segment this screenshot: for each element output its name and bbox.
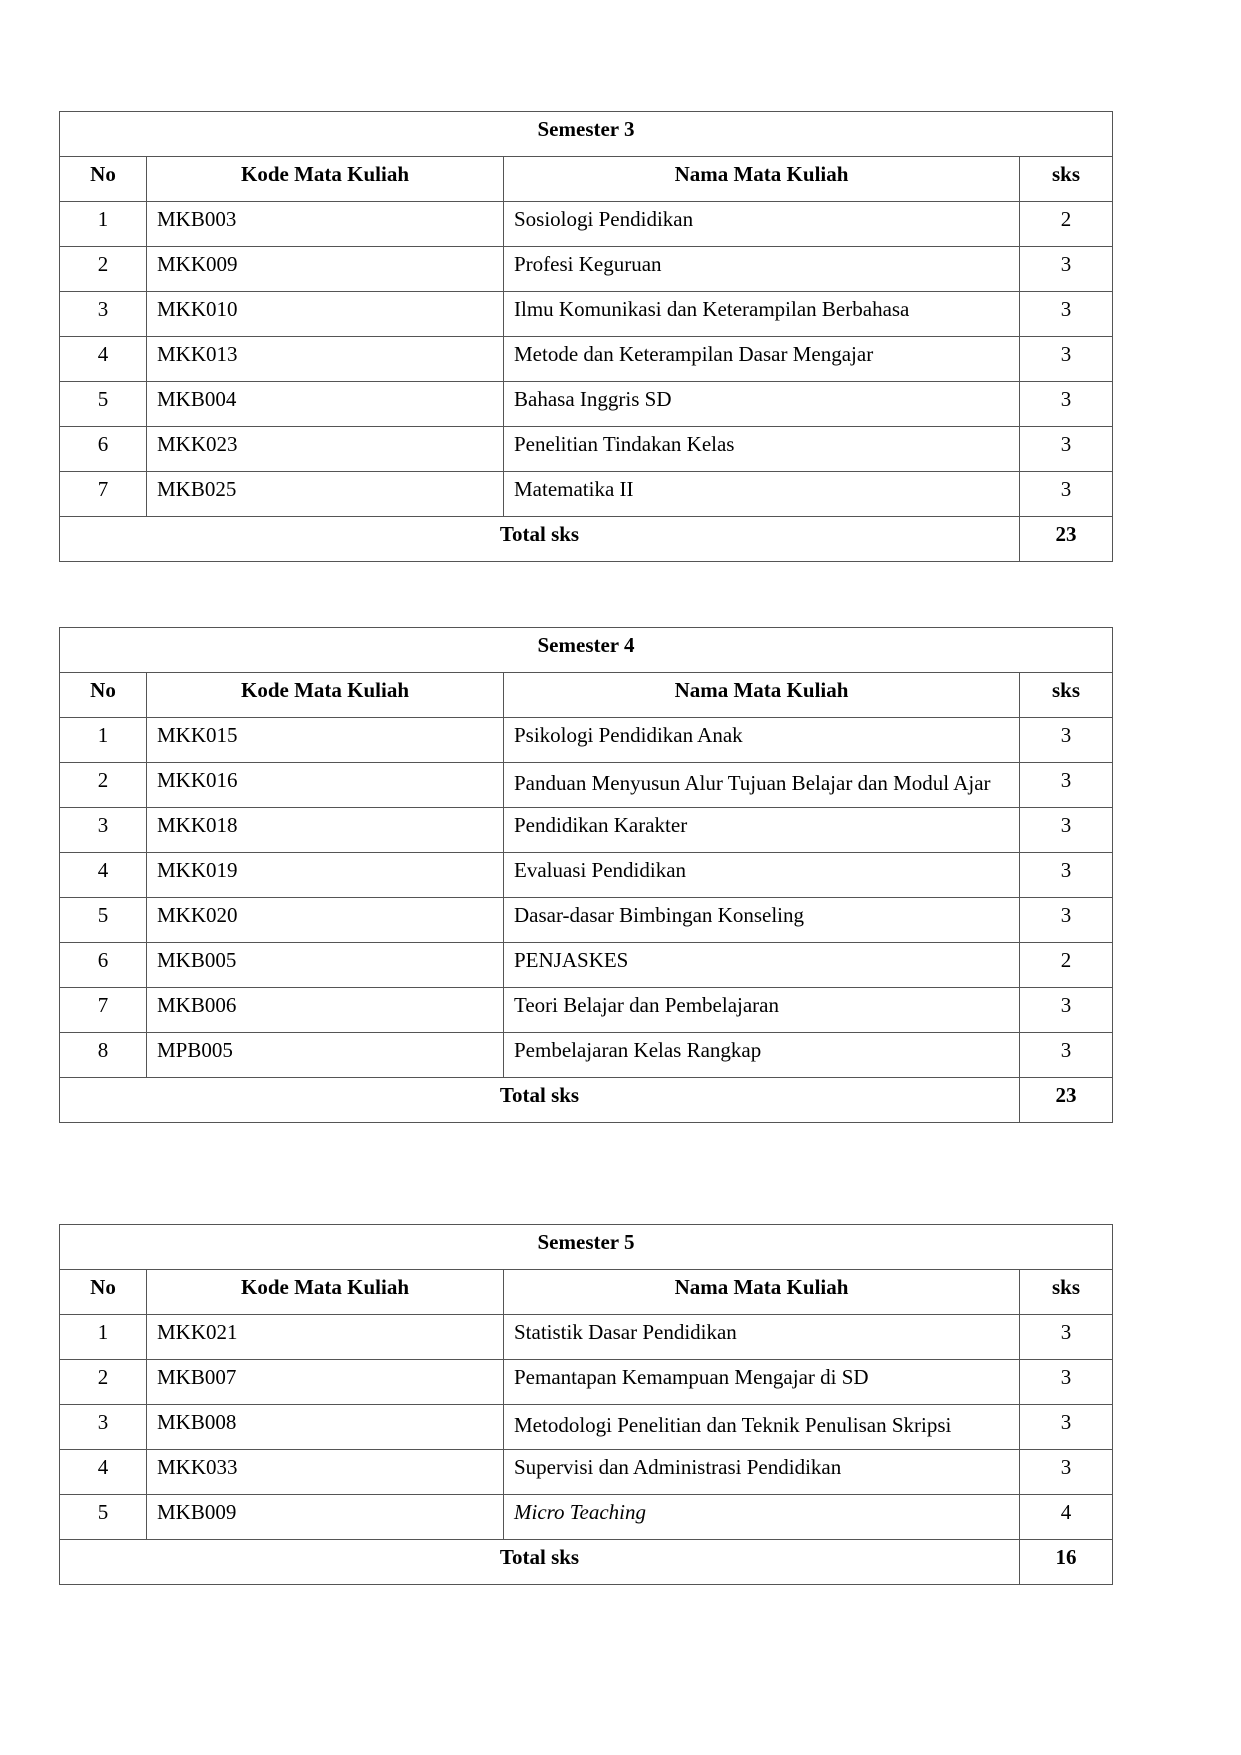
header-no: No [60,1270,147,1315]
row-no: 5 [60,1495,147,1540]
row-name: Sosiologi Pendidikan [504,202,1020,247]
row-no: 6 [60,427,147,472]
row-sks: 3 [1020,988,1113,1033]
table-row [60,808,1113,853]
row-sks: 3 [1020,337,1113,382]
total-value: 16 [1020,1540,1113,1585]
header-no: No [60,157,147,202]
semester-title-row [60,1225,1113,1270]
row-name: PENJASKES [504,943,1020,988]
total-label: Total sks [60,517,1020,562]
total-row [60,517,1113,562]
row-no: 7 [60,472,147,517]
row-name: Panduan Menyusun Alur Tujuan Belajar dan Modul Ajar [504,763,1020,808]
row-name: Metodologi Penelitian dan Teknik Penulisan Skripsi [504,1405,1020,1450]
row-sks: 3 [1020,718,1113,763]
row-code: MKK009 [147,247,504,292]
row-sks: 3 [1020,1360,1113,1405]
table-row [60,988,1113,1033]
row-code: MKK021 [147,1315,504,1360]
semester-3-table [59,111,1113,562]
row-code: MKB006 [147,988,504,1033]
table-row [60,898,1113,943]
row-code: MKB009 [147,1495,504,1540]
table-row [60,427,1113,472]
row-sks: 3 [1020,1315,1113,1360]
semester-title: Semester 3 [60,112,1113,157]
row-no: 4 [60,337,147,382]
row-name: Bahasa Inggris SD [504,382,1020,427]
row-no: 1 [60,1315,147,1360]
row-code: MKB004 [147,382,504,427]
row-name: Metode dan Keterampilan Dasar Mengajar [504,337,1020,382]
header-sks: sks [1020,673,1113,718]
row-name: Dasar-dasar Bimbingan Konseling [504,898,1020,943]
header-code: Kode Mata Kuliah [147,157,504,202]
row-no: 7 [60,988,147,1033]
row-code: MKK018 [147,808,504,853]
row-sks: 3 [1020,292,1113,337]
header-sks: sks [1020,1270,1113,1315]
table-row [60,382,1113,427]
semester-title: Semester 5 [60,1225,1113,1270]
total-label: Total sks [60,1078,1020,1123]
table-row [60,1405,1113,1450]
header-name: Nama Mata Kuliah [504,673,1020,718]
row-no: 2 [60,1360,147,1405]
header-code: Kode Mata Kuliah [147,1270,504,1315]
semester-title-row [60,112,1113,157]
row-code: MKB005 [147,943,504,988]
row-no: 6 [60,943,147,988]
table-row [60,1360,1113,1405]
row-sks: 3 [1020,1033,1113,1078]
table-row [60,247,1113,292]
row-code: MKK010 [147,292,504,337]
row-code: MKK023 [147,427,504,472]
row-no: 8 [60,1033,147,1078]
row-sks: 3 [1020,472,1113,517]
row-sks: 3 [1020,247,1113,292]
row-name: Pembelajaran Kelas Rangkap [504,1033,1020,1078]
row-sks: 2 [1020,943,1113,988]
row-name: Pendidikan Karakter [504,808,1020,853]
row-name: Matematika II [504,472,1020,517]
row-no: 5 [60,898,147,943]
table-row [60,1315,1113,1360]
table-row [60,1495,1113,1540]
row-name: Pemantapan Kemampuan Mengajar di SD [504,1360,1020,1405]
semester-title: Semester 4 [60,628,1113,673]
header-name: Nama Mata Kuliah [504,157,1020,202]
row-code: MKK019 [147,853,504,898]
semester-title-row [60,628,1113,673]
row-no: 4 [60,853,147,898]
header-no: No [60,673,147,718]
row-name: Ilmu Komunikasi dan Keterampilan Berbahasa [504,292,1020,337]
total-value: 23 [1020,517,1113,562]
table-row [60,337,1113,382]
row-no: 4 [60,1450,147,1495]
row-no: 2 [60,763,147,808]
header-row [60,673,1113,718]
row-name: Statistik Dasar Pendidikan [504,1315,1020,1360]
row-no: 1 [60,718,147,763]
row-code: MKK016 [147,763,504,808]
row-code: MKK015 [147,718,504,763]
table-row [60,943,1113,988]
row-name: Micro Teaching [504,1495,1020,1540]
table-body [60,1225,1113,1585]
table-row [60,292,1113,337]
row-sks: 3 [1020,808,1113,853]
total-label: Total sks [60,1540,1020,1585]
table-row [60,853,1113,898]
row-no: 2 [60,247,147,292]
row-code: MPB005 [147,1033,504,1078]
row-code: MKK033 [147,1450,504,1495]
header-row [60,1270,1113,1315]
table-row [60,1450,1113,1495]
row-sks: 4 [1020,1495,1113,1540]
row-no: 3 [60,292,147,337]
row-sks: 3 [1020,853,1113,898]
header-row [60,157,1113,202]
row-name: Penelitian Tindakan Kelas [504,427,1020,472]
total-value: 23 [1020,1078,1113,1123]
total-row [60,1078,1113,1123]
row-name: Supervisi dan Administrasi Pendidikan [504,1450,1020,1495]
row-sks: 2 [1020,202,1113,247]
row-sks: 3 [1020,427,1113,472]
header-code: Kode Mata Kuliah [147,673,504,718]
row-no: 5 [60,382,147,427]
row-name: Teori Belajar dan Pembelajaran [504,988,1020,1033]
row-name: Psikologi Pendidikan Anak [504,718,1020,763]
header-sks: sks [1020,157,1113,202]
row-name: Evaluasi Pendidikan [504,853,1020,898]
table-body [60,628,1113,1123]
row-code: MKB008 [147,1405,504,1450]
table-body [60,112,1113,562]
row-code: MKB025 [147,472,504,517]
row-sks: 3 [1020,382,1113,427]
row-name: Profesi Keguruan [504,247,1020,292]
semester-5-table [59,1224,1113,1585]
row-sks: 3 [1020,1450,1113,1495]
row-sks: 3 [1020,763,1113,808]
table-row [60,1033,1113,1078]
semester-4-table [59,627,1113,1123]
table-row [60,202,1113,247]
row-code: MKB007 [147,1360,504,1405]
header-name: Nama Mata Kuliah [504,1270,1020,1315]
row-code: MKB003 [147,202,504,247]
table-row [60,763,1113,808]
row-sks: 3 [1020,898,1113,943]
total-row [60,1540,1113,1585]
row-sks: 3 [1020,1405,1113,1450]
row-no: 3 [60,1405,147,1450]
table-row [60,718,1113,763]
table-row [60,472,1113,517]
row-code: MKK013 [147,337,504,382]
row-no: 3 [60,808,147,853]
row-code: MKK020 [147,898,504,943]
row-no: 1 [60,202,147,247]
